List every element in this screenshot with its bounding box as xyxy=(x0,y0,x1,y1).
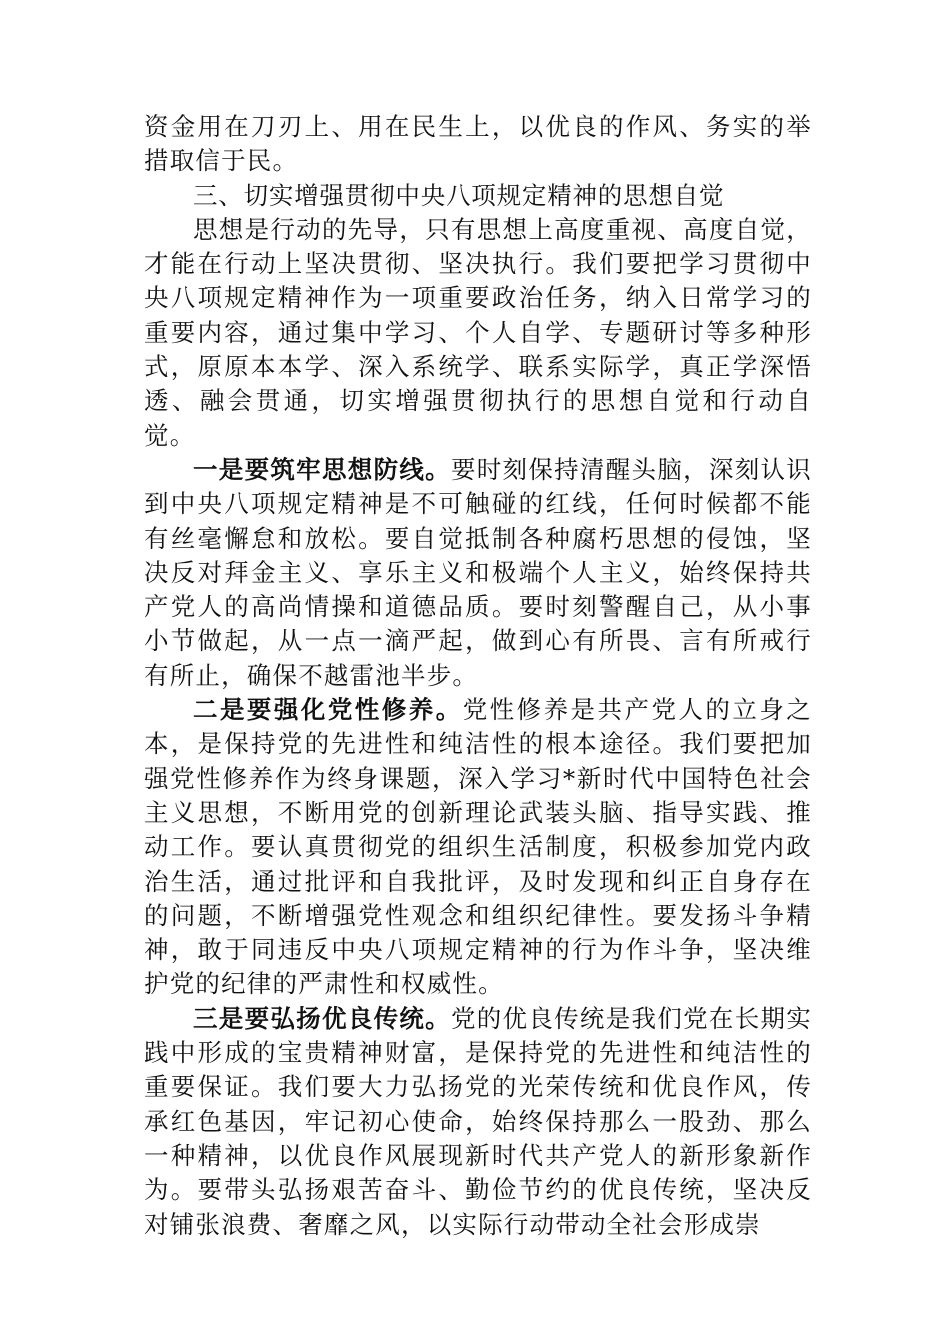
point-body-2: 党性修养是共产党人的立身之本，是保持党的先进性和纯洁性的根本途径。我们要把加强党性修养作为终身课题，深入学习*新时代中国特色社会主义思想，不断用党的创新理论武装头脑、指导实践、推动工作。要认真贯彻党的组织生活制度，积极参加党内政治生活，通过批评和自我批评，及时发现和纠正自身存在的问题，不断增强党性观念和组织纪律性。要发扬斗争精神，敢于同违反中央八项规定精神的行为作斗争，坚决维护党的纪律的严肃性和权威性。 xyxy=(144,695,812,999)
intro-paragraph: 思想是行动的先导，只有思想上高度重视、高度自觉，才能在行动上坚决贯彻、坚决执行。我们要把学习贯彻中央八项规定精神作为一项重要政治任务，纳入日常学习的重要内容，通过集中学习、个人自学、专题研讨等多种形式，原原本本学、深入系统学、联系实际学，真正学深悟透、融会贯通，切实增强贯彻执行的思想自觉和行动自觉。 xyxy=(144,214,812,450)
point-paragraph-3 xyxy=(144,1002,812,1242)
point-paragraph-1 xyxy=(144,453,812,693)
point-paragraph-2 xyxy=(144,693,812,1002)
point-lead-3: 三是要弘扬优良传统。 xyxy=(193,1003,451,1033)
section-heading: 三、切实增强贯彻中央八项规定精神的思想自觉 xyxy=(193,180,725,210)
continuation-paragraph: 资金用在刀刃上、用在民生上，以优良的作风、务实的举措取信于民。 xyxy=(144,112,812,176)
document-page xyxy=(144,110,812,1242)
point-lead-1: 一是要筑牢思想防线。 xyxy=(193,454,451,484)
point-body-3: 党的优良传统是我们党在长期实践中形成的宝贵精神财富，是保持党的先进性和纯洁性的重要保证。我们要大力弘扬党的光荣传统和优良作风，传承红色基因，牢记初心使命，始终保持那么一股劲、那么一种精神，以优良作风展现新时代共产党人的新形象新作为。要带头弘扬艰苦奋斗、勤俭节约的优良传统，坚决反对铺张浪费、奢靡之风，以实际行动带动全社会形成崇 xyxy=(144,1003,812,1239)
point-lead-2: 二是要强化党性修养。 xyxy=(193,695,463,725)
point-body-1: 要时刻保持清醒头脑，深刻认识到中央八项规定精神是不可触碰的红线，任何时候都不能有丝毫懈怠和放松。要自觉抵制各种腐朽思想的侵蚀，坚决反对拜金主义、享乐主义和极端个人主义，始终保持共产党人的高尚情操和道德品质。要时刻警醒自己，从小事小节做起，从一点一滴严起，做到心有所畏、言有所戒行有所止，确保不越雷池半步。 xyxy=(144,454,812,690)
